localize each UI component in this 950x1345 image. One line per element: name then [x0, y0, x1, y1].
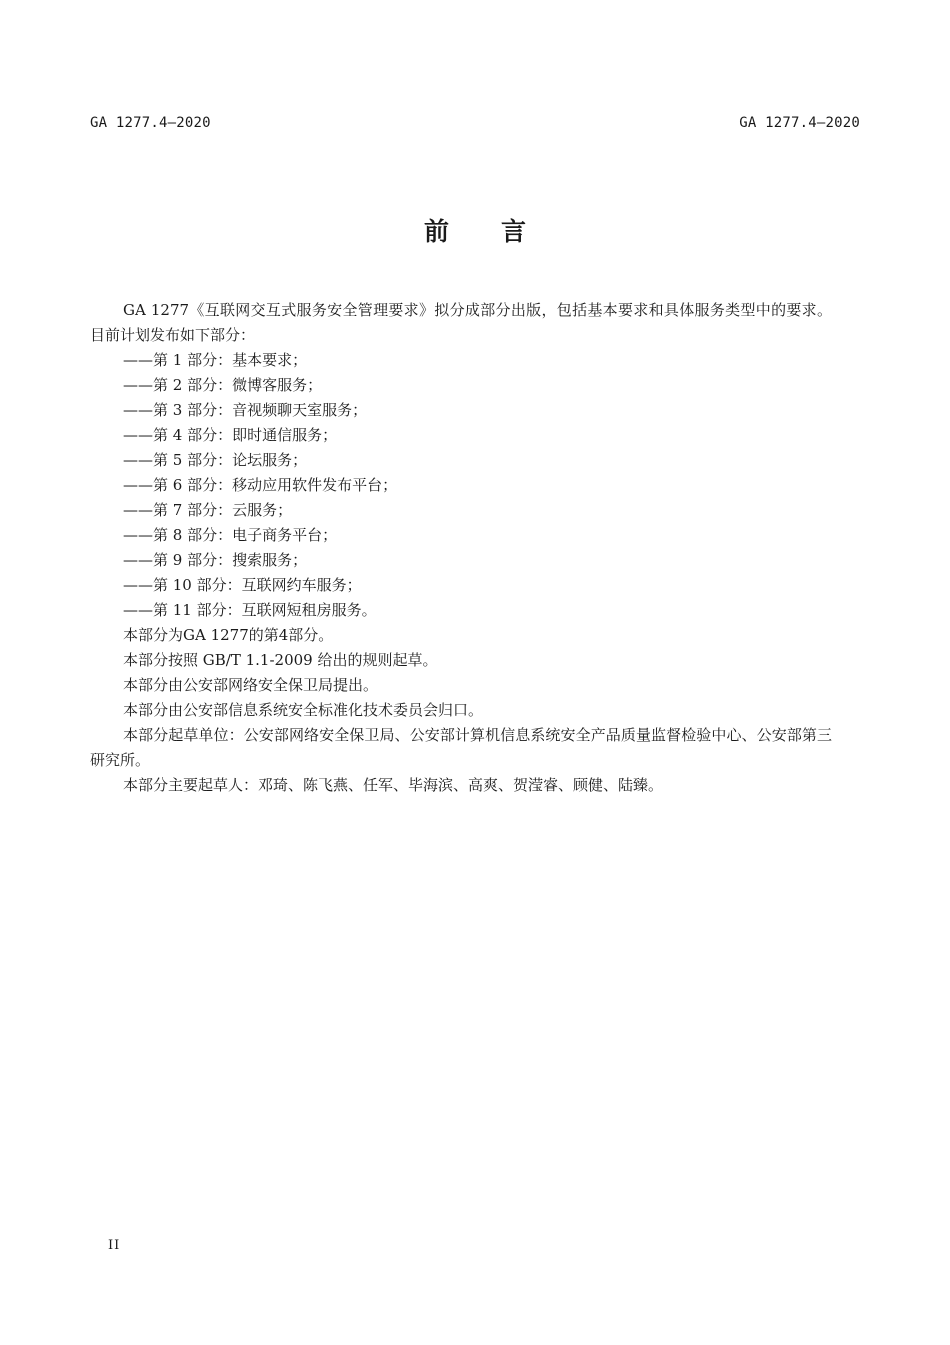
list-item-part-3: ——第 3 部分：音视频聊天室服务； [123, 401, 368, 419]
paragraph-drafting-units: 本部分起草单位：公安部网络安全保卫局、公安部计算机信息系统安全产品质量监督检验中心、公安部第三研究所。 [90, 726, 832, 769]
list-item-part-11: ——第 11 部分：互联网短租房服务。 [123, 601, 377, 619]
paragraph-proposer: 本部分由公安部网络安全保卫局提出。 [123, 676, 379, 694]
paragraph-drafters: 本部分主要起草人：邓琦、陈飞燕、任军、毕海滨、高爽、贺滢睿、顾健、陆臻。 [123, 776, 664, 794]
list-item-part-5: ——第 5 部分：论坛服务； [123, 451, 308, 469]
page-number: II [108, 1238, 121, 1253]
paragraph-part-statement: 本部分为GA 1277的第4部分。 [123, 626, 334, 644]
list-item-part-9: ——第 9 部分：搜索服务； [123, 551, 308, 569]
paragraph-technical-committee: 本部分由公安部信息系统安全标准化技术委员会归口。 [123, 701, 484, 719]
intro-paragraph: GA 1277《互联网交互式服务安全管理要求》拟分成部分出版，包括基本要求和具体服务类型中的要求。目前计划发布如下部分： [90, 301, 832, 344]
header-standard-number-right: GA 1277.4—2020 [739, 115, 860, 131]
page-title: 前言 [423, 217, 578, 246]
parts-list [90, 348, 832, 623]
list-item-part-7: ——第 7 部分：云服务； [123, 501, 293, 519]
list-item-part-6: ——第 6 部分：移动应用软件发布平台； [123, 476, 398, 494]
paragraph-drafting-rules: 本部分按照 GB/T 1.1-2009 给出的规则起草。 [123, 651, 438, 669]
header-standard-number-left: GA 1277.4—2020 [90, 115, 211, 131]
list-item-part-1: ——第 1 部分：基本要求； [123, 351, 308, 369]
list-item-part-10: ——第 10 部分：互联网约车服务； [123, 576, 362, 594]
list-item-part-2: ——第 2 部分：微博客服务； [123, 376, 323, 394]
list-item-part-4: ——第 4 部分：即时通信服务； [123, 426, 338, 444]
foreword-body [90, 298, 832, 798]
list-item-part-8: ——第 8 部分：电子商务平台； [123, 526, 338, 544]
